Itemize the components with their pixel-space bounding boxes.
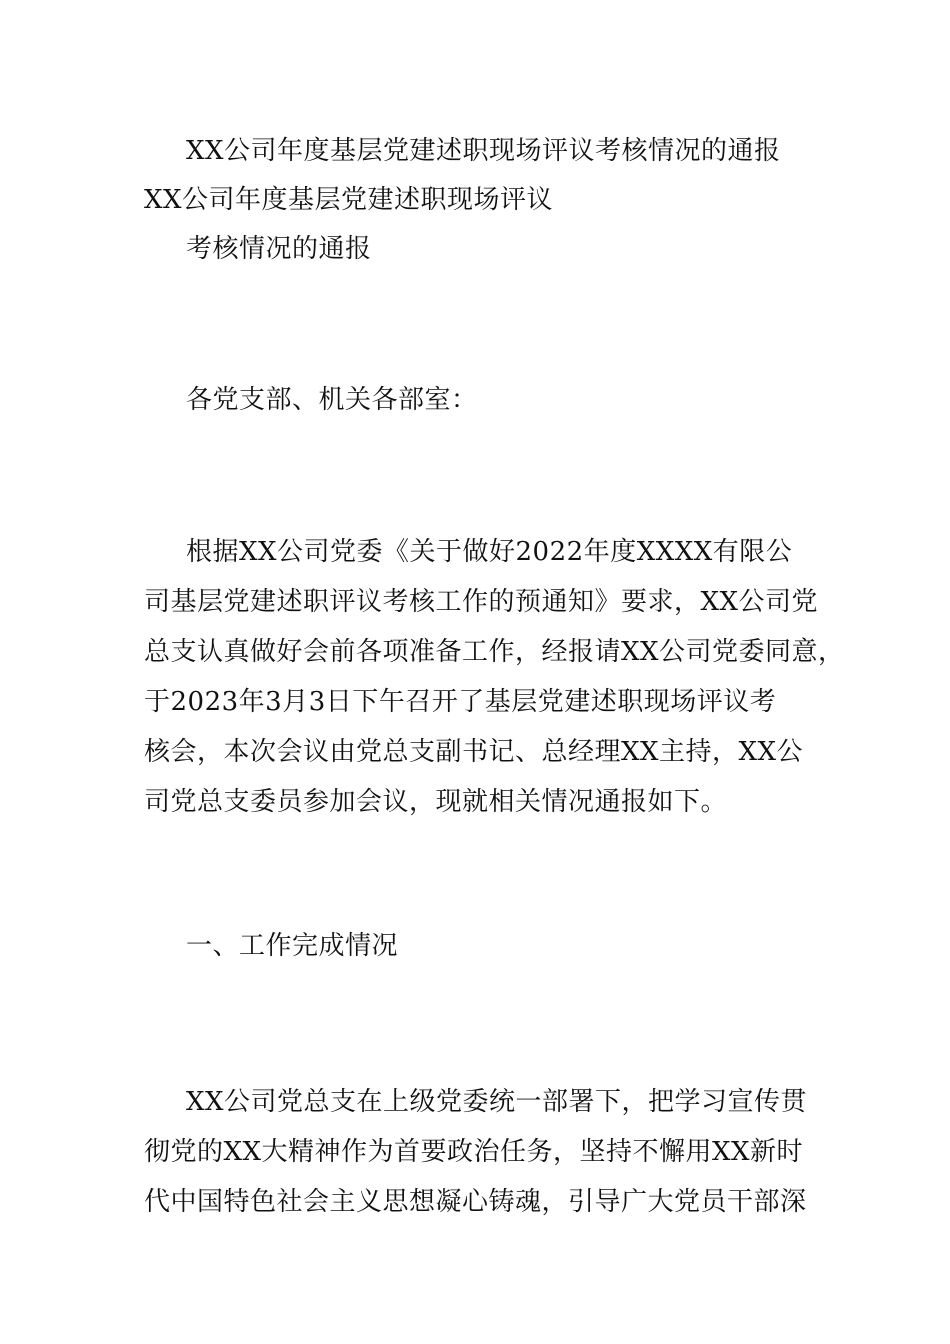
document-title: XX公司年度基层党建述职现场评议考核情况的通报 bbox=[186, 136, 781, 166]
paragraph-2 bbox=[144, 1077, 814, 1227]
document-subtitle-line-2: 考核情况的通报 bbox=[186, 234, 372, 264]
paragraph-1-line: 于2023年3月3日下午召开了基层党建述职现场评议考 bbox=[144, 687, 777, 717]
paragraph-1-line: 司基层党建述职评议考核工作的预通知》要求，XX公司党 bbox=[144, 587, 819, 617]
salutation: 各党支部、机关各部室： bbox=[186, 385, 478, 415]
document-subtitle-line-1: XX公司年度基层党建述职现场评议 bbox=[144, 185, 554, 215]
section-1-heading: 一、工作完成情况 bbox=[186, 931, 399, 961]
paragraph-2-line: 代中国特色社会主义思想凝心铸魂，引导广大党员干部深 bbox=[144, 1187, 807, 1217]
paragraph-1-line: 司党总支委员参加会议，现就相关情况通报如下。 bbox=[144, 787, 728, 817]
paragraph-2-line: XX公司党总支在上级党委统一部署下，把学习宣传贯 bbox=[186, 1087, 808, 1117]
paragraph-1 bbox=[144, 527, 845, 827]
paragraph-1-line: 核会，本次会议由党总支副书记、总经理XX主持，XX公 bbox=[144, 737, 804, 767]
paragraph-2-line: 彻党的XX大精神作为首要政治任务，坚持不懈用XX新时 bbox=[144, 1137, 804, 1167]
paragraph-1-line: 根据XX公司党委《关于做好2022年度XXXX有限公 bbox=[186, 537, 793, 567]
paragraph-1-line: 总支认真做好会前各项准备工作，经报请XX公司党委同意， bbox=[144, 637, 845, 667]
